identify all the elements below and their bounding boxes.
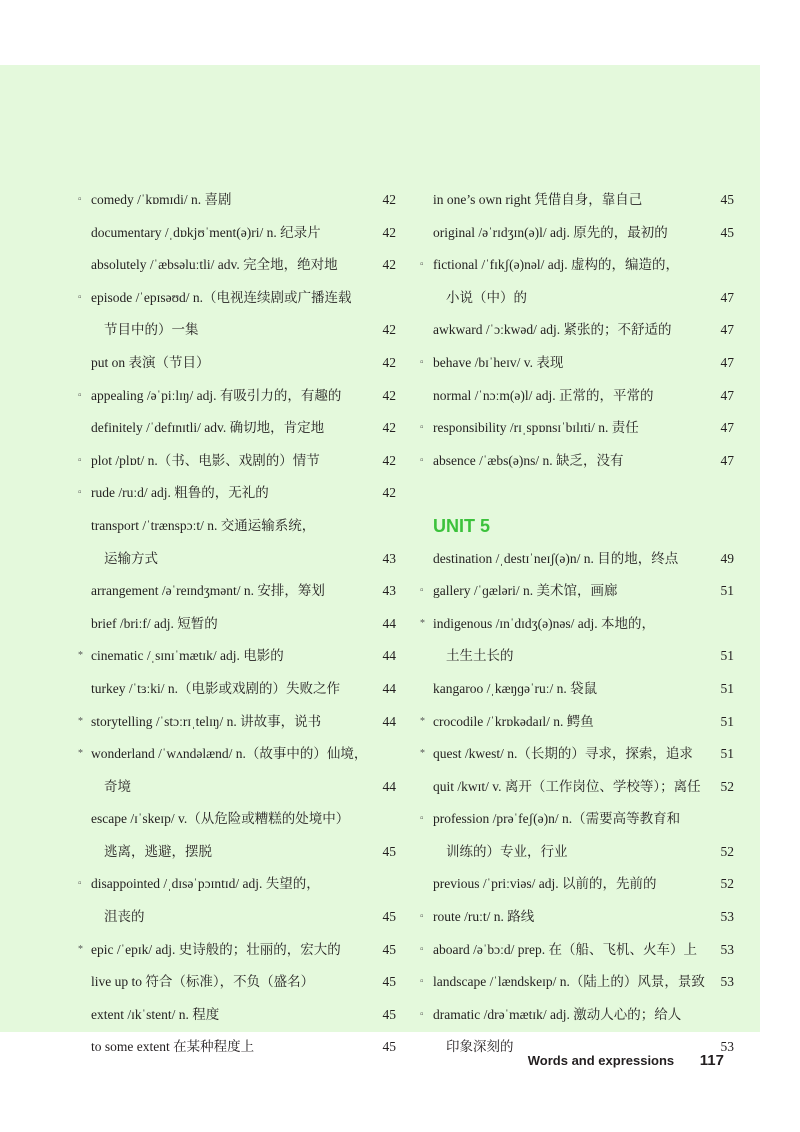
- entry-text: 奇境: [104, 778, 131, 794]
- entry-text: comedy /ˈkɒmɪdi/ n. 喜剧: [91, 192, 232, 207]
- square-marker: ▫: [420, 259, 424, 271]
- vocab-entry: [420, 380, 734, 413]
- entry-text: cinematic /ˌsɪnɪˈmætɪk/ adj. 电影的: [91, 648, 284, 664]
- entry-page-number: 51: [720, 746, 734, 762]
- entry-text: dramatic /drəˈmætɪk/ adj. 激动人心的；给人: [433, 1006, 682, 1022]
- square-marker: ▫: [420, 813, 424, 825]
- asterisk-marker: *: [420, 617, 425, 629]
- vocab-entry: [420, 673, 734, 706]
- entry-text: destination /ˌdestɪˈneɪʃ(ə)n/ n. 目的地，终点: [433, 550, 679, 566]
- entry-page-number: 53: [720, 974, 734, 990]
- entry-text: 训练的）专业，行业: [446, 843, 568, 859]
- entry-page-number: 51: [720, 680, 734, 696]
- vocab-entry: [78, 999, 396, 1032]
- square-marker: ▫: [78, 454, 82, 466]
- unit-title: UNIT 5: [433, 515, 491, 536]
- right-column: [420, 184, 734, 1064]
- entry-text: epic /ˈepɪk/ adj. 史诗般的；壮丽的，宏大的: [91, 941, 341, 957]
- entry-text: turkey /ˈtɜːki/ n.（电影或戏剧的）失败之作: [91, 680, 341, 696]
- asterisk-marker: *: [420, 748, 425, 760]
- entry-page-number: 49: [720, 550, 734, 566]
- vocab-entry: [420, 314, 734, 347]
- entry-text: plot /plɒt/ n.（书、电影、戏剧的）情节: [91, 452, 320, 468]
- vocab-entry: [420, 771, 734, 804]
- vocab-entry: [420, 999, 734, 1032]
- square-marker: ▫: [420, 943, 424, 955]
- footer-section-title: Words and expressions: [527, 1053, 675, 1068]
- entry-page-number: 47: [720, 420, 734, 436]
- entry-page-number: 44: [382, 778, 396, 794]
- vocab-entry: [78, 673, 396, 706]
- square-marker: ▫: [78, 194, 82, 205]
- entry-page-number: 42: [382, 387, 396, 403]
- entry-text: landscape /ˈlændskeɪp/ n.（陆上的）风景，景致: [433, 974, 705, 990]
- vocab-entry: [420, 640, 734, 673]
- vocab-entry: [78, 282, 396, 315]
- vocab-entry: [78, 575, 396, 608]
- vocab-entry: [420, 608, 734, 641]
- page-number: 117: [699, 1052, 724, 1069]
- vocab-entry: [420, 347, 734, 380]
- entry-text: live up to 符合（标准），不负（盛名）: [91, 974, 315, 990]
- entry-text: aboard /əˈbɔːd/ prep. 在（船、飞机、火车）上: [433, 941, 697, 957]
- entry-text: brief /briːf/ adj. 短暂的: [91, 615, 218, 631]
- vocab-entry: [78, 966, 396, 999]
- entry-page-number: 42: [382, 257, 396, 273]
- entry-text: original /əˈrɪdʒɪn(ə)l/ adj. 原先的，最初的: [433, 224, 668, 240]
- square-marker: ▫: [420, 422, 424, 434]
- entry-page-number: 43: [382, 583, 396, 599]
- entry-text: disappointed /ˌdɪsəˈpɔɪntɪd/ adj. 失望的，: [91, 876, 320, 892]
- vocab-entry: [78, 868, 396, 901]
- entry-page-number: 42: [382, 354, 396, 370]
- entry-page-number: 42: [382, 485, 396, 501]
- entry-page-number: 42: [382, 420, 396, 436]
- entry-page-number: 43: [382, 550, 396, 566]
- vocab-entry: [78, 217, 396, 250]
- entry-text: absolutely /ˈæbsəluːtli/ adv. 完全地，绝对地: [91, 257, 338, 273]
- vocab-entry: [420, 966, 734, 999]
- asterisk-marker: *: [78, 943, 83, 955]
- vocab-entry: [78, 640, 396, 673]
- entry-text: quest /kwest/ n.（长期的）寻求，探索，追求: [433, 746, 693, 762]
- entry-text: documentary /ˌdɒkjʊˈment(ə)ri/ n. 纪录片: [91, 224, 321, 240]
- entry-text: route /ruːt/ n. 路线: [433, 909, 535, 925]
- entry-page-number: 44: [382, 615, 396, 631]
- entry-text: previous /ˈpriːviəs/ adj. 以前的，先前的: [433, 876, 657, 892]
- square-marker: ▫: [420, 1008, 424, 1020]
- entry-page-number: 45: [720, 192, 734, 207]
- entry-text: arrangement /əˈreɪndʒmənt/ n. 安排，筹划: [91, 583, 325, 599]
- vocab-entry: [78, 836, 396, 869]
- vocab-entry: [78, 771, 396, 804]
- entry-page-number: 47: [720, 354, 734, 370]
- vocab-entry: [78, 1031, 396, 1064]
- vocab-entry: [78, 706, 396, 739]
- vocab-entry: [78, 445, 396, 478]
- entry-page-number: 47: [720, 289, 734, 305]
- vocab-entry: [78, 901, 396, 934]
- square-marker: ▫: [420, 356, 424, 368]
- entry-text: rude /ruːd/ adj. 粗鲁的，无礼的: [91, 485, 269, 501]
- vocab-entry: [78, 934, 396, 967]
- vocab-entry: [78, 510, 396, 543]
- vocabulary-panel: [0, 65, 760, 1055]
- entry-page-number: 45: [382, 941, 396, 957]
- square-marker: ▫: [78, 878, 82, 890]
- entry-page-number: 53: [720, 1039, 734, 1055]
- entry-text: extent /ɪkˈstent/ n. 程度: [91, 1006, 220, 1022]
- entry-text: put on 表演（节目）: [91, 354, 210, 370]
- left-column: [78, 184, 396, 1064]
- entry-text: 印象深刻的: [446, 1039, 514, 1055]
- vocab-entry: [420, 543, 734, 576]
- unit-heading: [420, 510, 734, 543]
- square-marker: ▫: [420, 585, 424, 597]
- entry-text: escape /ɪˈskeɪp/ v.（从危险或糟糕的处境中）: [91, 811, 350, 827]
- entry-text: 运输方式: [104, 550, 158, 566]
- entry-text: in one’s own right 凭借自身，靠自己: [433, 192, 643, 207]
- asterisk-marker: *: [78, 715, 83, 727]
- entry-page-number: 42: [382, 322, 396, 338]
- vocab-entry: [420, 412, 734, 445]
- entry-page-number: 47: [720, 387, 734, 403]
- entry-page-number: 53: [720, 941, 734, 957]
- entry-text: storytelling /ˈstɔːrɪˌtelɪŋ/ n. 讲故事，说书: [91, 713, 322, 729]
- vocab-entry: [78, 184, 396, 217]
- asterisk-marker: *: [420, 715, 425, 727]
- entry-text: definitely /ˈdefɪnɪtli/ adv. 确切地，肯定地: [91, 420, 325, 436]
- entry-page-number: 42: [382, 192, 396, 207]
- entry-page-number: 45: [382, 843, 396, 859]
- entry-text: 沮丧的: [104, 909, 145, 925]
- spacer: [420, 477, 734, 510]
- entry-text: 节目中的）一集: [104, 322, 199, 338]
- vocab-entry: [78, 803, 396, 836]
- entry-page-number: 51: [720, 583, 734, 599]
- vocab-entry: [420, 282, 734, 315]
- entry-page-number: 52: [720, 778, 734, 794]
- entry-text: transport /ˈtrænspɔːt/ n. 交通运输系统，: [91, 517, 316, 533]
- square-marker: ▫: [420, 976, 424, 988]
- entry-text: indigenous /ɪnˈdɪdʒ(ə)nəs/ adj. 本地的，: [433, 615, 655, 631]
- vocab-entry: [420, 445, 734, 478]
- vocab-entry: [420, 901, 734, 934]
- entry-page-number: 51: [720, 713, 734, 729]
- entry-text: appealing /əˈpiːlɪŋ/ adj. 有吸引力的，有趣的: [91, 387, 342, 403]
- entry-page-number: 44: [382, 680, 396, 696]
- entry-page-number: 47: [720, 452, 734, 468]
- asterisk-marker: *: [78, 650, 83, 662]
- asterisk-marker: *: [78, 748, 83, 760]
- entry-text: normal /ˈnɔːm(ə)l/ adj. 正常的，平常的: [433, 387, 654, 403]
- vocab-entry: [420, 184, 734, 217]
- vocab-entry: [78, 314, 396, 347]
- vocab-entry: [78, 347, 396, 380]
- vocab-entry: [78, 608, 396, 641]
- entry-page-number: 44: [382, 648, 396, 664]
- vocab-entry: [78, 380, 396, 413]
- entry-text: awkward /ˈɔːkwəd/ adj. 紧张的；不舒适的: [433, 322, 672, 338]
- vocab-entry: [420, 738, 734, 771]
- entry-text: absence /ˈæbs(ə)ns/ n. 缺乏，没有: [433, 452, 624, 468]
- vocab-entry: [78, 477, 396, 510]
- vocab-entry: [420, 217, 734, 250]
- vocab-entry: [78, 543, 396, 576]
- vocab-entry: [420, 249, 734, 282]
- entry-page-number: 45: [382, 909, 396, 925]
- entry-page-number: 47: [720, 322, 734, 338]
- entry-text: gallery /ˈɡæləri/ n. 美术馆，画廊: [433, 583, 618, 599]
- entry-text: 逃离，逃避，摆脱: [104, 843, 212, 859]
- square-marker: ▫: [78, 291, 82, 303]
- entry-text: fictional /ˈfɪkʃ(ə)nəl/ adj. 虚构的，编造的，: [433, 257, 679, 273]
- entry-page-number: 51: [720, 648, 734, 664]
- entry-text: 土生土长的: [446, 648, 514, 664]
- square-marker: ▫: [420, 454, 424, 466]
- entry-text: 小说（中）的: [446, 289, 527, 305]
- vocab-entry: [420, 868, 734, 901]
- entry-page-number: 42: [382, 224, 396, 240]
- square-marker: ▫: [78, 487, 82, 499]
- entry-text: crocodile /ˈkrɒkədaɪl/ n. 鳄鱼: [433, 713, 594, 729]
- entry-text: wonderland /ˈwʌndəlænd/ n.（故事中的）仙境，: [91, 746, 368, 762]
- entry-text: to some extent 在某种程度上: [91, 1039, 255, 1055]
- entry-text: kangaroo /ˌkæŋɡəˈruː/ n. 袋鼠: [433, 680, 598, 696]
- entry-page-number: 44: [382, 713, 396, 729]
- entry-text: responsibility /rɪˌspɒnsɪˈbɪlɪti/ n. 责任: [433, 420, 639, 436]
- entry-page-number: 52: [720, 876, 734, 892]
- entry-page-number: 45: [382, 974, 396, 990]
- vocab-entry: [78, 412, 396, 445]
- entry-page-number: 52: [720, 843, 734, 859]
- entry-text: quit /kwɪt/ v. 离开（工作岗位、学校等）；离任: [433, 778, 701, 794]
- entry-text: behave /bɪˈheɪv/ v. 表现: [433, 354, 564, 370]
- entry-page-number: 45: [382, 1006, 396, 1022]
- vocab-entry: [78, 738, 396, 771]
- entry-page-number: 53: [720, 909, 734, 925]
- entry-page-number: 42: [382, 452, 396, 468]
- entry-text: episode /ˈepɪsəʊd/ n.（电视连续剧或广播连载: [91, 289, 352, 305]
- vocab-entry: [420, 706, 734, 739]
- square-marker: ▫: [78, 389, 82, 401]
- vocab-entry: [420, 575, 734, 608]
- vocab-entry: [420, 934, 734, 967]
- entry-page-number: 45: [720, 224, 734, 240]
- entry-page-number: 45: [382, 1039, 396, 1055]
- page-footer: [528, 1052, 724, 1069]
- vocab-entry: [420, 836, 734, 869]
- square-marker: ▫: [420, 911, 424, 923]
- vocab-entry: [78, 249, 396, 282]
- vocab-entry: [420, 803, 734, 836]
- entry-text: profession /prəˈfeʃ(ə)n/ n.（需要高等教育和: [433, 811, 681, 827]
